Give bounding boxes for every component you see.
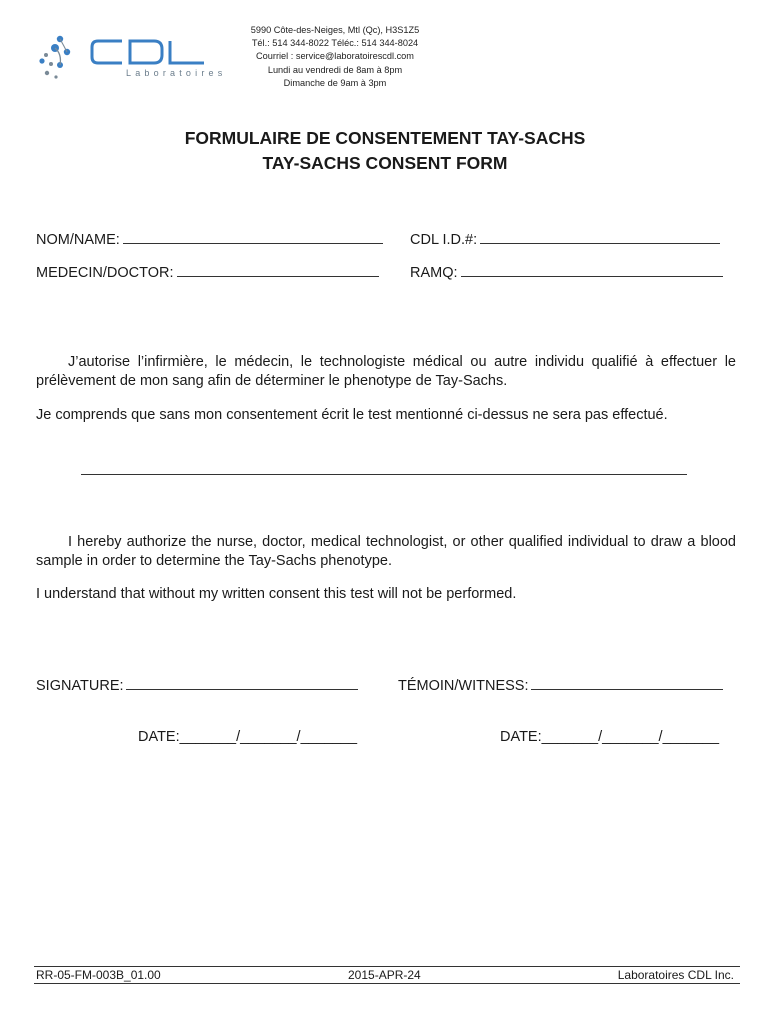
consent-english-note: I understand that without my written consent this test will not be performed.	[36, 586, 517, 602]
ramq-field[interactable]	[410, 262, 723, 281]
footer-form-code: RR-05-FM-003B_01.00	[36, 968, 161, 982]
title-english: TAY-SACHS CONSENT FORM	[262, 153, 508, 173]
name-field[interactable]	[36, 229, 383, 248]
contact-phone: Tél.: 514 344-8022 Téléc.: 514 344-8024	[251, 38, 419, 49]
signature-field[interactable]	[36, 675, 358, 694]
footer	[34, 966, 740, 984]
doctor-label: MEDECIN/DOCTOR:	[36, 265, 174, 281]
ramq-label: RAMQ:	[410, 265, 458, 281]
footer-date: 2015-APR-24	[348, 968, 421, 982]
logo-subtitle: Laboratoires	[126, 68, 227, 78]
separator-line	[81, 474, 687, 475]
witness-label: TÉMOIN/WITNESS:	[398, 678, 529, 694]
witness-date-field[interactable]: DATE:_______/_______/_______	[500, 729, 720, 745]
contact-hours-sunday: Dimanche de 9am à 3pm	[283, 77, 387, 88]
name-line[interactable]	[123, 229, 383, 244]
doctor-field[interactable]	[36, 262, 379, 281]
title-french: FORMULAIRE DE CONSENTEMENT TAY-SACHS	[184, 128, 586, 148]
signature-label: SIGNATURE:	[36, 678, 124, 694]
consent-english-text: I hereby authorize the nurse, doctor, medical technologist, or other qualified individual to draw a blood sample in order to determine the Tay-Sachs phenotype.	[36, 534, 736, 569]
consent-french-note: Je comprends que sans mon consentement écrit le test mentionné ci-dessus ne sera pas effectué.	[36, 407, 668, 423]
consent-english-paragraph	[36, 533, 736, 571]
signature-date-field[interactable]: DATE:_______/_______/_______	[138, 729, 358, 745]
ramq-line[interactable]	[461, 262, 723, 277]
contact-block	[220, 24, 450, 90]
witness-line[interactable]	[531, 675, 723, 690]
cdl-id-label: CDL I.D.#:	[410, 232, 478, 248]
contact-email: Courriel : service@laboratoirescdl.com	[256, 51, 414, 62]
contact-address: 5990 Côte-des-Neiges, Mtl (Qc), H3S1Z5	[250, 25, 420, 35]
cdl-logo	[34, 32, 227, 82]
consent-french-paragraph	[36, 353, 736, 391]
footer-company: Laboratoires CDL Inc.	[617, 968, 734, 982]
cdl-id-line[interactable]	[480, 229, 720, 244]
cdl-id-field[interactable]	[410, 229, 720, 248]
name-label: NOM/NAME:	[36, 232, 120, 248]
doctor-line[interactable]	[177, 262, 379, 277]
witness-field[interactable]	[398, 675, 723, 694]
contact-hours-weekday: Lundi au vendredi de 8am à 8pm	[267, 64, 403, 75]
consent-french-text: J’autorise l’infirmière, le médecin, le technologiste médical ou autre individu qualifié à effectuer le prélèvement de mon sang afin de déterminer le phenotype de Tay-Sachs.	[36, 354, 736, 389]
signature-line[interactable]	[126, 675, 358, 690]
